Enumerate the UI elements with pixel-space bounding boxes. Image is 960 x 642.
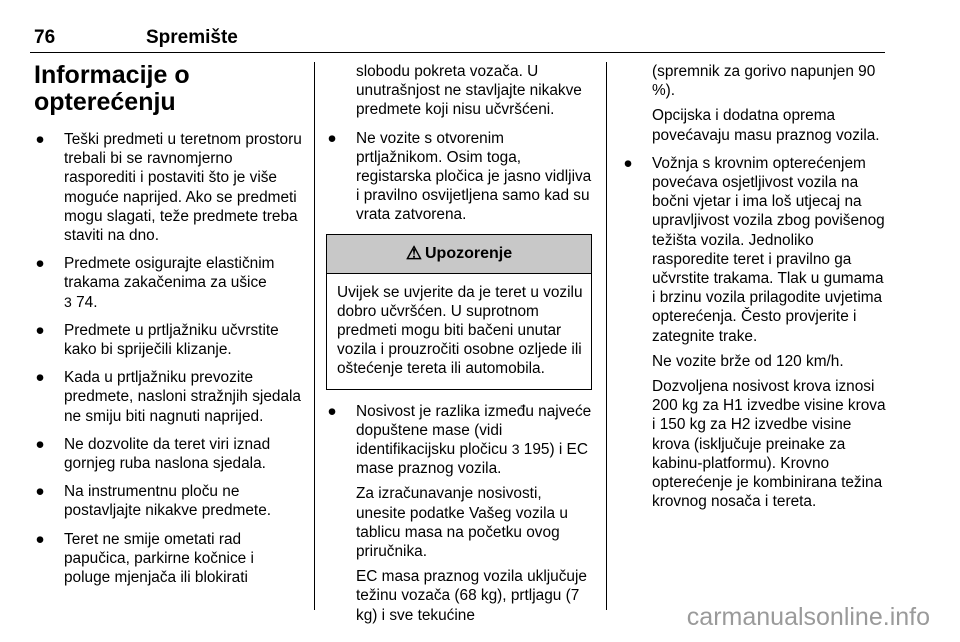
title-line-2: opterećenju: [34, 88, 176, 116]
title-line-1: Informacije o: [34, 61, 190, 89]
warning-box: [326, 234, 592, 390]
paragraph: EC masa praznog vozila uključuje težinu vozača (68 kg), prtljagu (7 kg) i sve tekućine: [356, 568, 587, 624]
paragraph: Ne vozite brže od 120 km/h.: [652, 352, 844, 370]
bullet-icon: ●: [35, 321, 45, 339]
warning-title: Upozorenje: [425, 245, 513, 263]
list-item: ● Teški predmeti u teretnom prostoru trebali bi se ravnomjerno rasporediti i postaviti što je više moguće naprijed. Ako se predmeti mogu slagati, teže predmete treba staviti na dno.: [35, 131, 302, 245]
list-item: ● Teret ne smije ometati rad papučica, parkirne kočnice i poluge mjenjača ili blokirati: [35, 530, 254, 587]
page-title: [34, 62, 302, 116]
bullet-icon: ●: [35, 255, 45, 273]
warning-text: Uvijek se uvjerite da je teret u vozilu dobro učvršćen. U suprotnom predmeti mogu biti bačeni unutar vozila i prouzročiti osobne ozljede ili oštećenje tereta ili automobila.: [337, 283, 583, 378]
bullet-icon: ●: [35, 131, 45, 148]
page-header: [30, 24, 885, 53]
column-2: [326, 62, 592, 634]
list-item: ● Ne vozite s otvorenim prtljažnikom. Osim toga, registarska pločica je jasno vidljiva i pravilno osvijetljena samo kad su vrata zatvorena.: [327, 129, 592, 224]
list-item: ● Predmete osigurajte elastičnim trakama zakačenima za ušice 3 74.: [35, 255, 275, 311]
bullet-icon: ●: [35, 435, 45, 453]
list-item: ● Predmete u prtljažniku učvrstite kako bi spriječili klizanje.: [35, 321, 279, 359]
warning-header: [327, 235, 591, 274]
list-item: ● Kada u prtljažniku prevozite predmete, nasloni stražnjih sjedala ne smiju biti nagnuti naprijed.: [35, 369, 301, 425]
page-number: 76: [34, 27, 56, 48]
page-ref-link[interactable]: 74.: [76, 293, 98, 311]
continued-text: (spremnik za gorivo napunjen 90 %).: [652, 63, 876, 100]
list-item: ● Nosivost je razlika između najveće dopuštene mase (vidi identifikacijsku pločicu 3 195) i EC mase praznog vozila. Za izračunavanje nosivosti, unesite podatke Vašeg vozila u tablicu masa na početku ovog priručnika. EC masa praznog vozila uključuje težinu vozača (68 kg), prtljagu (7 kg) i sve tekućine: [327, 402, 592, 624]
section-title: Spremište: [146, 27, 238, 48]
bullet-icon: ●: [623, 154, 633, 172]
page-ref-arrow-icon[interactable]: 3: [64, 293, 72, 310]
bullet-icon: ●: [327, 402, 337, 420]
column-3: [622, 62, 888, 520]
list-item: ● Na instrumentnu ploču ne postavljajte nikakve predmete.: [35, 483, 272, 520]
continued-text: slobodu pokreta vozača. U unutrašnjost ne stavljajte nikakve predmete koji nisu učvršćeni.: [356, 63, 582, 119]
page-ref-arrow-icon[interactable]: 3: [511, 441, 520, 458]
paragraph: Dozvoljena nosivost krova iznosi 200 kg za H1 izvedbe visine krova i 150 kg za H2 izvedbe visine krova (isključuje preinake za kabinu-platformu). Krovno opterećenje je kombinirana težina krovnog nosača i tereta.: [652, 378, 886, 511]
column-divider: [314, 62, 315, 610]
bullet-icon: ●: [327, 129, 337, 147]
list-item: ● Vožnja s krovnim opterećenjem povećava osjetljivost vozila na bočni vjetar i ima loš utjecaj na upravljivost vozila zbog povišenog težišta vozila. Jednoliko rasporedite teret i pravilno ga učvrstite trakama. Tlak u gumama i brzinu vozila prilagodite uvjetima opterećenja. Često provjerite i zategnite trake. Ne vozite brže od 120 km/h. Dozvoljena nosivost krova iznosi 200 kg za H1 izvedbe visine krova i 150 kg za H2 izvedbe visine krova (isključuje preinake za kabinu-platformu). Krovno opterećenje je kombinirana težina krovnog nosača i tereta.: [622, 154, 888, 512]
bullet-icon: ●: [35, 483, 45, 501]
column-divider: [606, 62, 607, 610]
bullet-icon: ●: [35, 530, 45, 548]
list-item: ● Ne dozvolite da teret viri iznad gornjeg ruba naslona sjedala.: [35, 435, 271, 473]
paragraph: Za izračunavanje nosivosti, unesite podatke Vašeg vozila u tablicu masa na početku ovog priručnika.: [356, 485, 568, 561]
warning-icon: ⚠: [405, 243, 422, 264]
watermark: carmanualsonline.info: [686, 603, 930, 631]
bullet-icon: ●: [35, 369, 45, 387]
paragraph: Opcijska i dodatna oprema povećavaju masu praznog vozila.: [652, 107, 880, 144]
column-1: [34, 62, 302, 596]
